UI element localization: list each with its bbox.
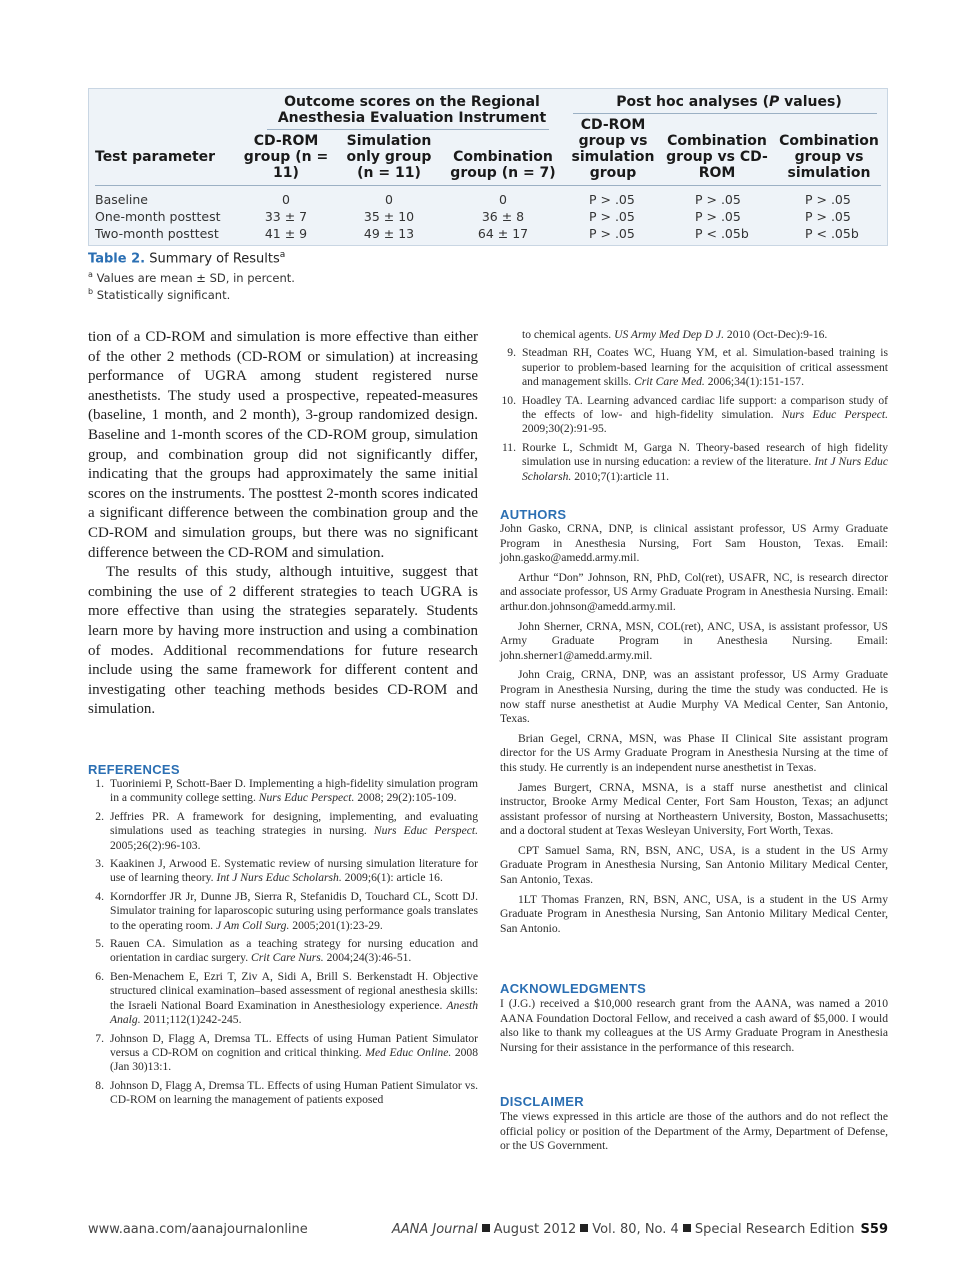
reference-citation: 2005;26(2):96-103. <box>110 838 201 852</box>
table-cell: 41 ± 9 <box>264 226 308 241</box>
reference-citation: 2010 (Oct-Dec):9-16. <box>726 328 828 341</box>
reference-citation: 2005;201(1):23-29. <box>292 918 383 932</box>
table-cell: 0 <box>499 192 507 207</box>
references-list <box>88 777 478 1112</box>
reference-citation: 2009;30(2):91-95. <box>522 422 607 436</box>
reference-citation: 2009;6(1): article 16. <box>344 871 443 885</box>
table-group-header-posthoc: Post hoc analyses (P values) <box>616 94 842 110</box>
reference-item <box>88 777 478 806</box>
table-col-header: CD-ROM group vs simulation group <box>571 117 655 181</box>
author-bio: CPT Samuel Sama, RN, BSN, ANC, USA, is a student in the US Army Graduate Program in Anesthesia Nursing, San Antonio Military Medical Center, San Antonio, Texas. <box>500 843 888 887</box>
table-cell: P < .05b <box>695 226 749 241</box>
reference-citation: 2008; 29(2):105-109. <box>357 791 457 805</box>
reference-citation: 2010;7(1):article 11. <box>574 469 670 483</box>
reference-text: Steadman RH, Coates WC, Huang YM, et al. Simulation-based training is superior to problem-based learning for the acquisition of critical assessment and management skills. <box>522 346 888 389</box>
reference-text: Johnson D, Flagg A, Dremsa TL. Effects of using Human Patient Simulator versus a CD-ROM on cognition and critical thinking. <box>110 1031 478 1059</box>
table-group-header-outcome: Outcome scores on the Regional Anesthesia Evaluation Instrument <box>277 94 547 126</box>
reference-journal: Nurs Educ Perspect. <box>258 791 355 805</box>
table-cell: P > .05 <box>695 209 741 224</box>
table-footnote: $^b$ Statistically significant. <box>88 287 231 302</box>
author-bio: John Craig, CRNA, DNP, was an assistant professor, US Army Graduate Program in Anesthesia Nursing, during the time the study was conducted. He is now staff nurse anesthetist at Audie Murphy VA Medical Center, San Antonio, Texas. <box>500 668 888 726</box>
table-col-header: Simulation only group (n = 11) <box>346 133 432 181</box>
author-bio: Brian Gegel, CRNA, MSN, was Phase II Clinical Site assistant program director for the US Army Graduate Program in Anesthesia Nursing at the time of this study. He currently is an independent nurse anesthetist in Texas. <box>500 731 888 774</box>
reference-text: Jeffries PR. A framework for designing, implementing, and evaluating simulations used as teaching strategies in nursing. <box>110 809 478 838</box>
reference-text: Rauen CA. Simulation as a teaching strategy for nursing education and orientation in cardiac surgery. <box>110 937 478 965</box>
footer-url: www.aana.com/aanajournalonline <box>88 1222 308 1237</box>
table-cell: P > .05 <box>589 226 635 241</box>
reference-item <box>500 394 888 437</box>
table-rule <box>573 113 877 114</box>
table-cell: P < .05b <box>805 226 859 241</box>
reference-item <box>500 441 888 484</box>
reference-number: 5. <box>95 937 104 951</box>
authors-list <box>500 522 888 941</box>
body-paragraph: tion of a CD-ROM and simulation is more effective than either of the other 2 methods (CD-ROM or simulation) at increasing performance of UGRA among student registered nurse anesthetists. The study used a prospective, repeated-measures (baseline, 1 month, and 2 month), 3-group randomized design. Baseline and 1-month scores of the CD-ROM group, simulation group, and combination group did not significantly differ, indicating that the groups had approximately the same initial scores on the instruments. The posttest 2-month scores indicated a significant difference between the combination group and the CD-ROM and simulation groups, but there was no significant difference between the CD-ROM and simulation. <box>88 329 478 561</box>
reference-text: to chemical agents. <box>522 328 615 341</box>
reference-item <box>88 970 478 1028</box>
reference-item <box>88 1032 478 1075</box>
reference-number: 11. <box>501 440 516 454</box>
table-cell: One-month posttest <box>95 209 221 224</box>
reference-number: 7. <box>95 1031 104 1045</box>
acknowledgments-heading: ACKNOWLEDGMENTS <box>500 981 647 996</box>
table-cell: 0 <box>282 192 290 207</box>
table-cell: Two-month posttest <box>95 226 219 241</box>
reference-text: Kaakinen J, Arwood E. Systematic review of nursing simulation literature for use of learning theory. <box>110 857 478 885</box>
table-cell: 35 ± 10 <box>363 209 415 224</box>
reference-item <box>500 346 888 389</box>
page-footer <box>88 1222 888 1240</box>
page-number: S59 <box>860 1222 888 1237</box>
reference-journal: Anesth Analg. <box>110 998 478 1027</box>
author-bio: 1LT Thomas Franzen, RN, BSN, ANC, USA, is a student in the US Army Graduate Program in Anesthesia Nursing, San Antonio Military Medical Center, San Antonio. <box>500 892 888 935</box>
reference-number: 2. <box>95 809 104 823</box>
reference-journal: Int J Nurs Educ Scholarsh. <box>522 455 888 483</box>
table-col-header: CD-ROM group (n = 11) <box>243 133 329 181</box>
table-cell: P > .05 <box>589 192 635 207</box>
reference-journal: Crit Care Nurs. <box>251 951 324 965</box>
author-bio: John Sherner, CRNA, MSN, COL(ret), ANC, USA, is assistant professor, US Army Graduate Program in Anesthesia Nursing. Email: john.sherner1@amedd.army.mil. <box>500 619 888 662</box>
references-heading: REFERENCES <box>88 762 180 777</box>
table-cell: 64 ± 17 <box>477 226 529 241</box>
reference-number: 3. <box>95 857 104 871</box>
reference-text: Tuoriniemi P, Schott-Baer D. Implementing a high-fidelity simulation program in a community college setting. <box>110 777 478 805</box>
table-cell: P > .05 <box>805 209 851 224</box>
authors-heading: AUTHORS <box>500 507 567 522</box>
disclaimer-heading: DISCLAIMER <box>500 1094 584 1109</box>
table-caption: Table 2. Summary of Results$^a$ <box>88 250 286 267</box>
reference-item <box>88 890 478 933</box>
reference-citation: 2004;24(3):46-51. <box>326 951 412 965</box>
reference-journal: Nurs Educ Perspect. <box>781 408 888 422</box>
acknowledgments-text: I (J.G.) received a $10,000 research grant from the AANA, was named a 2010 AANA Foundation Doctoral Fellow, and received a cash award of $5,000. I would also like to thank my colleagues at the US Army Graduate Program in Anesthesia Nursing for their assistance in the performance of this research. <box>500 997 888 1054</box>
reference-text: Johnson D, Flagg A, Dremsa TL. Effects of using Human Patient Simulator vs. CD-ROM on learning the management of patients exposed <box>110 1078 478 1107</box>
reference-text: Korndorffer JR Jr, Dunne JB, Sierra R, Stefanidis D, Touchard CL, Scott DJ. Simulator training for laparoscopic suturing using performance goals translates to the operating room. <box>110 889 478 932</box>
table-cell: P > .05 <box>695 192 741 207</box>
results-table <box>88 88 888 246</box>
table-col-header: Combination group vs simulation <box>779 133 879 181</box>
table-col-header: Combination group vs CD-ROM <box>666 133 768 181</box>
reference-journal: US Army Med Dep D J. <box>614 328 724 341</box>
reference-number: 4. <box>95 889 104 903</box>
reference-number: 8. <box>95 1078 104 1092</box>
reference-citation: 2006;34(1):151-157. <box>707 375 805 389</box>
reference-text: Ben-Menachem E, Ezri T, Ziv A, Sidi A, Brill S. Berkenstadt H. Objective structured clinical examination–based assessment of regional anesthesia skills: the Israeli National Board Examination in Anesthesiology experience. <box>110 969 478 1012</box>
table-col-header: Combination group (n = 7) <box>450 149 556 181</box>
reference-number: 1. <box>95 777 104 790</box>
table-footnote: $^a$ Values are mean ± SD, in percent. <box>88 270 295 285</box>
footer-citation: AANA Journal August 2012 Vol. 80, No. 4 Special Research Edition S59 <box>391 1222 888 1237</box>
table-rule <box>267 129 549 130</box>
reference-item <box>88 937 478 966</box>
body-text <box>88 328 478 720</box>
table-cell: P > .05 <box>589 209 635 224</box>
reference-item <box>88 810 478 853</box>
table-cell: P > .05 <box>805 192 851 207</box>
table-rule <box>95 185 881 186</box>
table-cell: 36 ± 8 <box>481 209 525 224</box>
reference-citation: 2008 (Jan 30)13:1. <box>110 1045 478 1074</box>
reference-number: 10. <box>501 393 516 407</box>
reference-journal: Nurs Educ Perspect. <box>373 824 478 838</box>
reference-number: 6. <box>95 969 104 983</box>
disclaimer-text: The views expressed in this article are those of the authors and do not reflect the official policy or position of the Department of the Army, Department of Defense, or the US Government. <box>500 1110 888 1153</box>
reference-journal: Crit Care Med. <box>634 375 705 389</box>
reference-item <box>88 1079 478 1108</box>
reference-item <box>500 328 888 342</box>
reference-text: Rourke L, Schmidt M, Garga N. Theory-based research of high fidelity simulation use in nursing education: a review of the literature. <box>522 440 888 469</box>
body-paragraph: The results of this study, although intuitive, suggest that combining the use of 2 different strategies to teach UGRA is more effective than using the strategies separately. Students learn more by having more instruction and using a combination of modes. Additional recommendations for future research include using the same framework for different content and investigating other teaching methods besides CD-ROM and simulation. <box>88 564 478 718</box>
reference-journal: Int J Nurs Educ Scholarsh. <box>216 871 342 885</box>
reference-journal: Med Educ Online. <box>365 1045 452 1059</box>
table-col-header: Test parameter <box>95 149 216 165</box>
table-cell: 0 <box>385 192 393 207</box>
reference-journal: J Am Coll Surg. <box>215 918 290 932</box>
author-bio: James Burgert, CRNA, MSNA, is a staff nurse anesthetist and clinical instructor, Brooke Army Medical Center, Fort Sam Houston, Texas; an adjunct assistant professor of nursing at Northeastern University, Boston, Massachusetts; and a doctoral student at Texas Wesleyan University, Fort Worth, Texas. <box>500 780 888 838</box>
table-cell: 33 ± 7 <box>264 209 308 224</box>
table-cell: 49 ± 13 <box>363 226 415 241</box>
table-cell: Baseline <box>95 192 148 207</box>
references-list-continued <box>500 328 888 488</box>
reference-number: 9. <box>507 346 516 360</box>
author-bio: Arthur “Don” Johnson, RN, PhD, Col(ret), USAFR, NC, is research director and associate professor, US Army Graduate Program in Anesthesia Nursing. Email: arthur.don.johnson@amedd.army.mil. <box>500 570 888 613</box>
author-bio: John Gasko, CRNA, DNP, is clinical assistant professor, US Army Graduate Program in Anesthesia Nursing, Fort Sam Houston, Texas. Email: john.gasko@amedd.army.mil. <box>500 522 888 565</box>
reference-citation: 2011;112(1)242-245. <box>143 1013 242 1027</box>
reference-text: Hoadley TA. Learning advanced cardiac life support: a comparison study of the effects of low- and high-fidelity simulation. <box>522 393 888 422</box>
reference-item <box>88 857 478 886</box>
